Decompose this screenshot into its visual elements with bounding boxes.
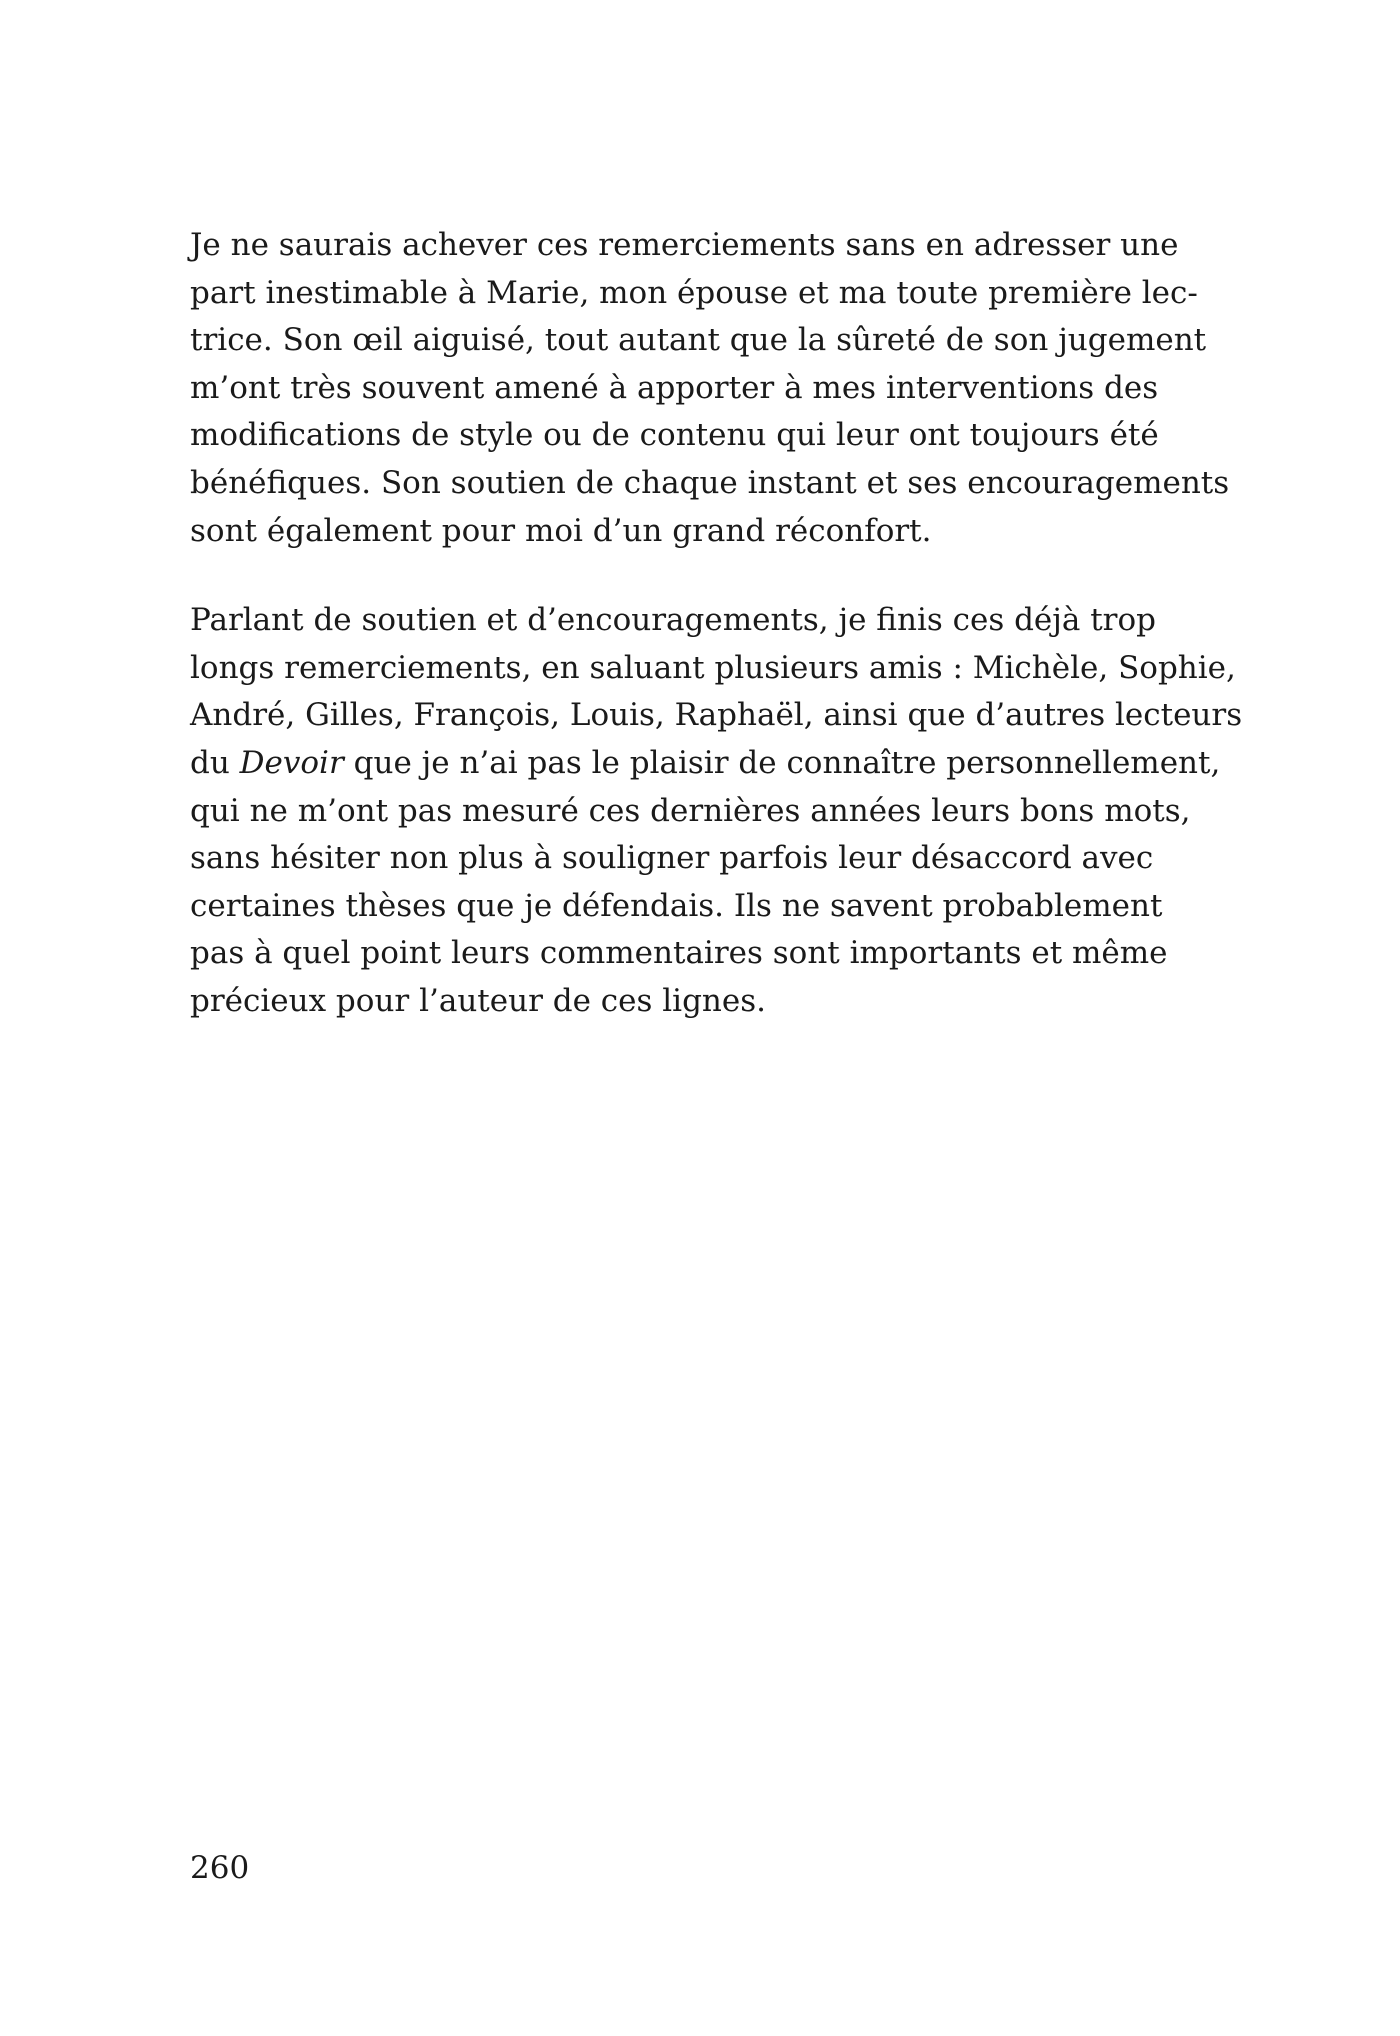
- body-text: [190, 222, 1243, 1026]
- text-fragment: que je n’ai pas le plaisir de connaître personnellement,: [343, 744, 1221, 781]
- text-line: précieux pour l’auteur de ces lignes.: [190, 982, 766, 1019]
- text-line: André, Gilles, François, Louis, Raphaël, ainsi que d’autres lecteurs: [190, 697, 1243, 734]
- text-line-with-italic: [190, 740, 1221, 788]
- paragraph-acknowledgement-friends: [190, 597, 1243, 1025]
- text-fragment: du: [190, 744, 240, 781]
- text-line: Parlant de soutien et d’encouragements, je finis ces déjà trop: [190, 602, 1157, 639]
- text-line: sans hésiter non plus à souligner parfois leur désaccord avec: [190, 840, 1154, 877]
- paragraph-acknowledgement-marie: [190, 222, 1230, 555]
- text-line: longs remerciements, en saluant plusieurs amis : Michèle, Sophie,: [190, 649, 1236, 686]
- text-line: certaines thèses que je défendais. Ils ne savent probablement: [190, 887, 1163, 924]
- text-line: modifications de style ou de contenu qui leur ont toujours été: [190, 417, 1159, 454]
- text-line: pas à quel point leurs commentaires sont importants et même: [190, 935, 1168, 972]
- text-line: trice. Son œil aiguisé, tout autant que la sûreté de son jugement: [190, 322, 1207, 359]
- text-line: bénéfiques. Son soutien de chaque instant et ses encouragements: [190, 464, 1230, 501]
- text-line: Je ne saurais achever ces remerciements sans en adresser une: [190, 227, 1179, 263]
- text-line: sont également pour moi d’un grand réconfort.: [190, 512, 932, 549]
- text-line: qui ne m’ont pas mesuré ces dernières années leurs bons mots,: [190, 792, 1191, 829]
- newspaper-title: Devoir: [239, 744, 344, 781]
- text-line: part inestimable à Marie, mon épouse et ma toute première lec-: [190, 274, 1198, 311]
- page-number: 260: [190, 1850, 250, 1886]
- text-line: m’ont très souvent amené à apporter à mes interventions des: [190, 369, 1159, 406]
